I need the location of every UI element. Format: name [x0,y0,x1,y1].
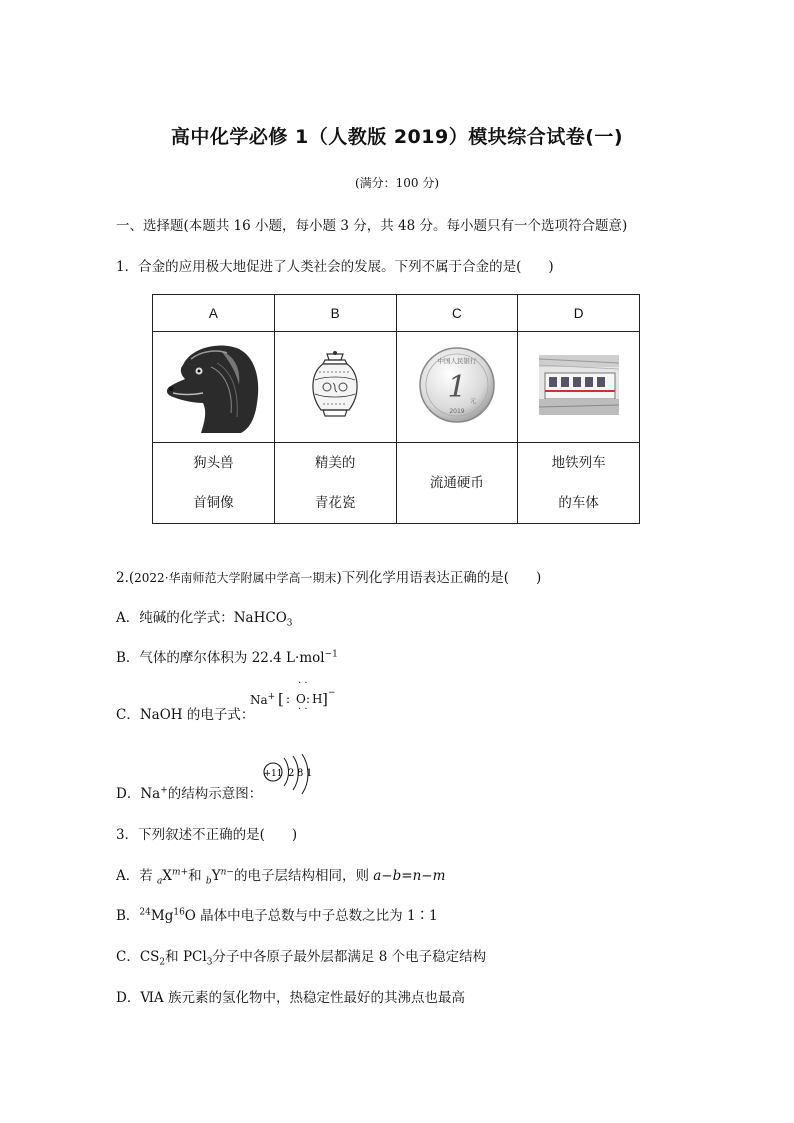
option-a-caption-line-1: 狗头兽 [193,455,234,471]
option-d-caption-line-1: 地铁列车 [551,455,606,471]
conjunction: 和 [188,868,206,884]
element-x: X [162,868,173,884]
option-header-d: D [518,295,640,332]
table-image-row [153,332,640,443]
option-c-rest: 分子中各原子最外层都满足 8 个电子稳定结构 [212,949,487,965]
left-bracket: [ [278,690,284,708]
subscript-3: 3 [206,957,213,968]
question-2-stem-text: )下列化学用语表达正确的是( ) [336,570,542,586]
mass-number-16: 16 [173,907,185,918]
question-2-source: 2022·华南师范大学附属中学高一期末 [134,571,337,585]
x-charge: m+ [172,867,189,878]
option-header-c: C [396,295,518,332]
question-2-option-d [116,782,262,802]
superscript: −1 [324,649,338,660]
coin-top-text: 中国人民银行 [437,357,477,365]
option-c-text: C．NaOH 的电子式： [116,707,255,723]
na-symbol: Na [250,693,268,707]
element-y: Y [211,868,221,884]
oxygen-symbol: O [296,692,306,706]
lone-pair-bottom: · · [298,704,308,715]
option-b-caption-line-1: 精美的 [314,455,356,471]
coin-value-text: 1 [447,370,467,405]
option-header-a: A [153,295,275,332]
hydrogen-symbol: H [312,692,323,706]
question-2-option-b [116,646,338,666]
question-1-stem: 1．合金的应用极大地促进了人类社会的发展。下列不属于合金的是( ) [116,259,554,275]
option-a-label: A．若 [116,868,158,884]
option-a-image-cell [153,332,275,443]
option-d-caption-line-2: 的车体 [558,495,599,511]
question-2-stem [116,566,541,586]
option-c-mid: 和 PCl [165,949,207,965]
shell-3-electrons: 1 [306,768,313,779]
shell-2-electrons: 8 [297,768,304,779]
naoh-electron-formula [248,678,348,728]
option-header-b: B [274,295,396,332]
option-b-text: B．气体的摩尔体积为 22.4 L·mol [116,650,325,666]
question-2-option-c [116,703,254,723]
section-heading: 一、选择题(本题共 16 小题，每小题 3 分，共 48 分。每小题只有一个选项符合题意) [116,218,628,234]
question-2-number: 2.( [116,570,135,586]
option-d-caption [518,443,640,524]
table-caption-row [153,443,640,524]
lone-pair-top: · · [298,678,308,689]
option-b-rest: O 晶体中电子总数与中子总数之比为 1∶1 [184,908,438,924]
option-d-image-cell [518,332,640,443]
subscript-2: 2 [159,957,166,968]
y-charge: n− [220,867,234,878]
option-d-prefix: D．Na [116,786,161,802]
subscript: 3 [286,618,293,629]
option-a-text: A．纯碱的化学式：NaHCO [116,610,287,626]
question-2-option-a [116,606,293,629]
question-3-option-b [116,904,438,924]
na-charge: + [267,692,276,702]
score-note: (满分：100 分) [354,176,440,190]
equation: a−b=n−m [373,868,446,884]
option-b-caption [274,443,396,524]
option-a-rest: 的电子层结构相同，则 [233,868,374,884]
one-yuan-coin-icon [417,345,497,425]
question-3-option-c [116,945,486,968]
option-c-caption-line-1: 流通硬币 [429,475,484,491]
formula-na [250,692,275,707]
option-b-image-cell [274,332,396,443]
option-a-caption-line-2: 首铜像 [193,495,234,511]
option-b-caption-line-2: 青花瓷 [314,495,356,511]
magnesium-symbol: Mg [150,908,174,924]
table-header-row [153,295,640,332]
question-3-option-d: D．ⅥA 族元素的氢化物中，热稳定性最好的其沸点也最高 [116,990,465,1006]
mass-number-24: 24 [139,907,151,918]
nucleus-charge: +11 [263,769,283,779]
atomic-number-b: b [205,876,212,887]
question-3-stem: 3．下列叙述不正确的是( ) [116,827,298,843]
coin-year-text: 2019 [449,408,465,415]
sodium-ion-structure-diagram [262,752,318,802]
blue-white-porcelain-vase-icon [305,350,365,420]
option-c-caption [396,443,518,524]
shared-pair: : [306,692,311,706]
right-bracket: ] [322,690,328,708]
option-a-caption [153,443,275,524]
lone-pair-left: : [286,692,291,706]
option-c-image-cell [396,332,518,443]
atomic-number-a: a [157,876,163,887]
hydroxide-charge: − [328,688,336,698]
option-b-label: B． [116,908,140,924]
na-ion-charge: + [160,785,168,796]
coin-unit-text: 元 [469,398,476,405]
page-title: 高中化学必修 1（人教版 2019）模块综合试卷(一) [170,126,624,148]
bronze-dog-head-icon [161,337,265,433]
question-3-option-a [116,864,445,887]
option-c-label: C．CS [116,949,160,965]
subway-train-icon [539,355,619,415]
question-1-options-table [152,294,640,524]
shell-1-electrons: 2 [288,768,295,779]
option-d-suffix: 的结构示意图： [167,786,263,802]
